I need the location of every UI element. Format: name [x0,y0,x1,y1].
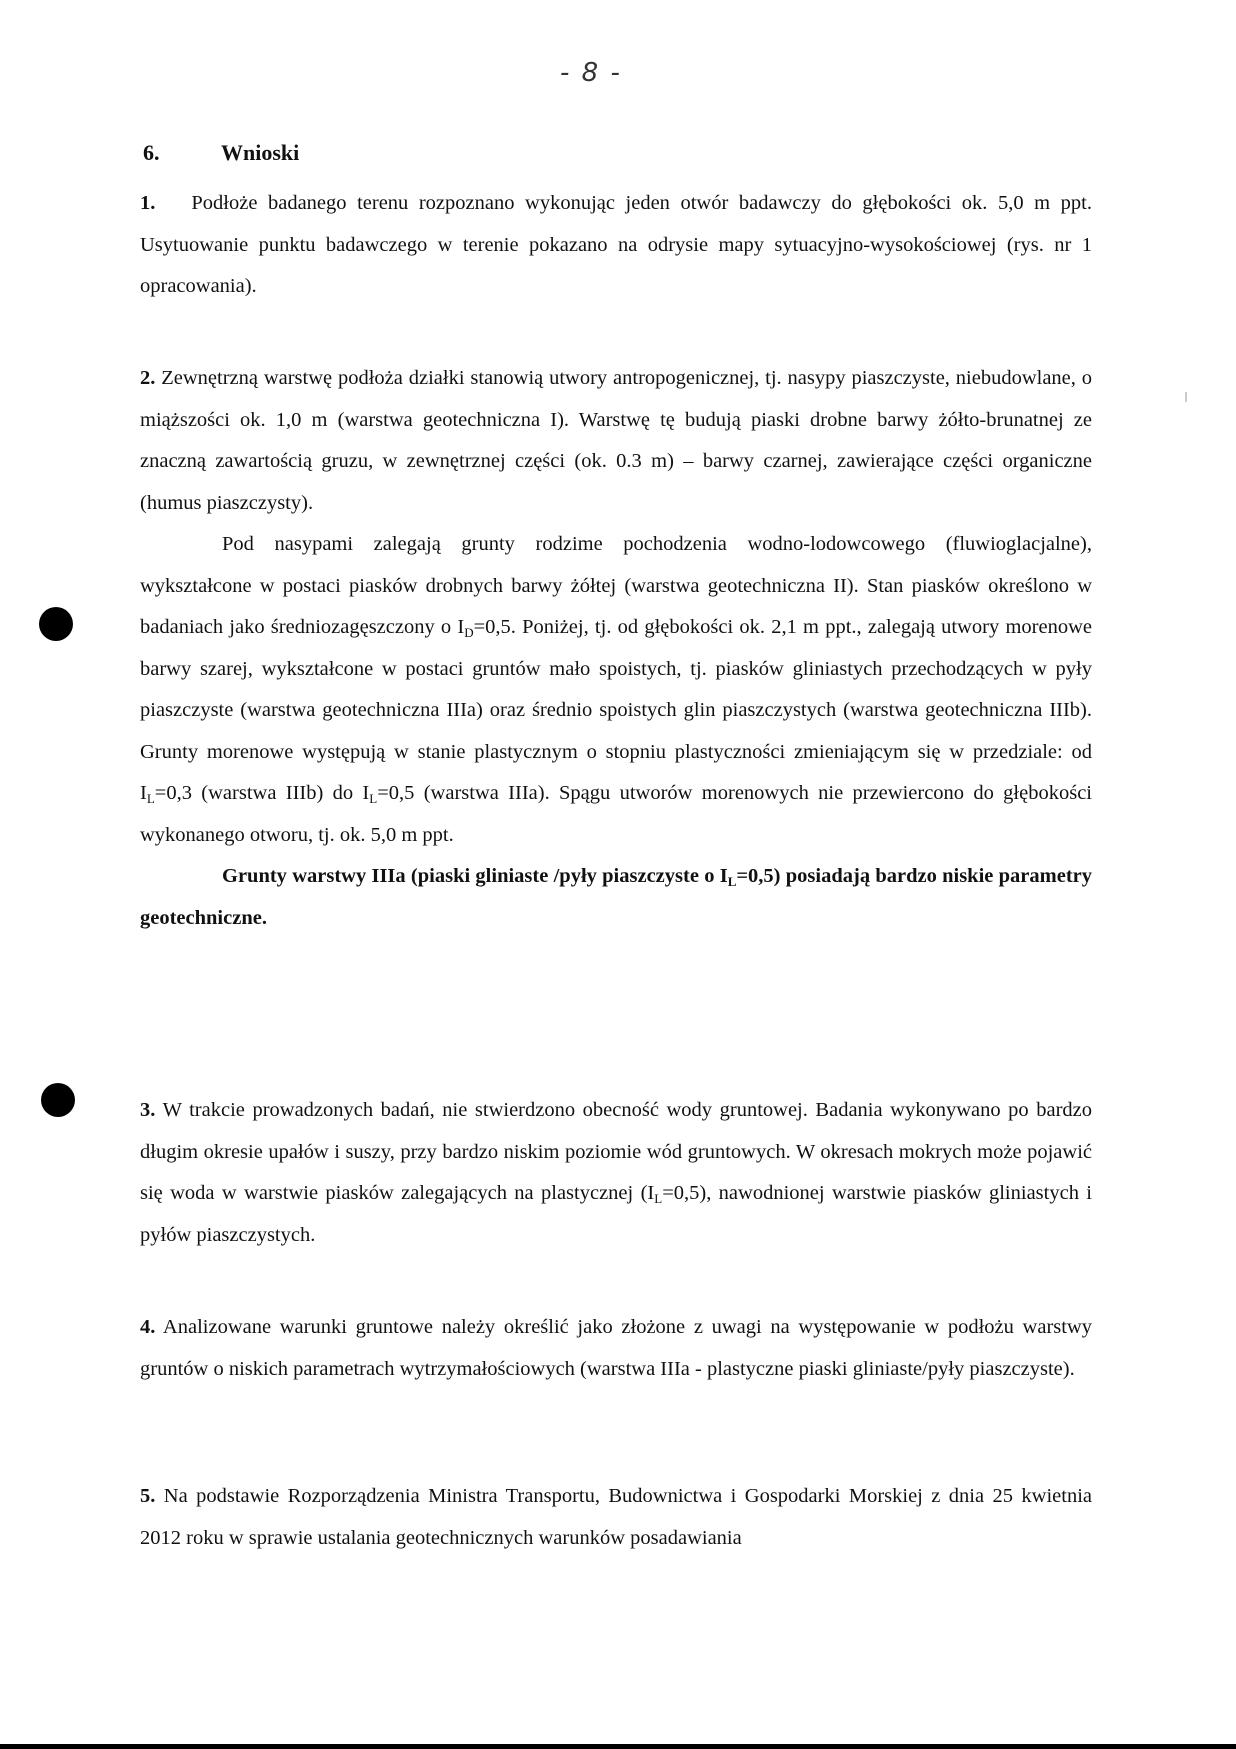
paragraph-4-number: 4. [140,1316,156,1338]
paragraph-2 [140,358,1092,939]
paragraph-2-text-a: Zewnętrzną warstwę podłoża działki stanowią utwory antropogenicznej, tj. nasypy piaszczyste, niebudowlane, o miąższości ok. 1,0 m (warstwa geotechniczna I). Warstwę tę budują piaski drobne barwy żółto-brunatnej ze znaczną zawartością gruzu, w zewnętrznej części (ok. 0.3 m) – barwy czarnej, zawierające części organiczne (humus piaszczysty). [140,367,1093,514]
paragraph-4-text: Analizowane warunki gruntowe należy określić jako złożone z uwagi na występowanie w podłożu warstwy gruntów o niskich parametrach wytrzymałościowych (warstwa IIIa - plastyczne piaski gliniaste/pyły piaszczyste). [140,1316,1092,1380]
scan-speck [1185,392,1187,402]
page-number: - 8 - [560,58,622,88]
paragraph-1 [140,183,1092,308]
paragraph-4 [140,1307,1092,1390]
paragraph-3 [140,1090,1092,1256]
paragraph-2-number: 2. [140,367,156,389]
section-title: Wnioski [221,140,300,165]
scan-bottom-edge [0,1744,1236,1749]
paragraph-3-text: W trakcie prowadzonych badań, nie stwierdzono obecność wody gruntowej. Badania wykonywano po bardzo długim okresie upałów i suszy, przy bardzo niskim poziomie wód gruntowych. W okresach mokrych może pojawić się woda w warstwie piasków zalegających na plastycznej $(I_L=0,5)$, nawodnionej warstwie piasków gliniastych i pyłów piaszczystych. [140,1099,1092,1246]
paragraph-2-text-b: Pod nasypami zalegają grunty rodzime pochodzenia wodno-lodowcowego (fluwioglacjalne), wykształcone w postaci piasków drobnych barwy żółtej (warstwa geotechniczna II). Stan piasków określono w badaniach jako średniozagęszczony o $I_D=0,5$. Poniżej, tj. od głębokości ok. 2,1 m ppt., zalegają utwory morenowe barwy szarej, wykształcone w postaci gruntów mało spoistych, tj. piasków gliniastych przechodzących w pyły piaszczyste (warstwa geotechniczna IIIa) oraz średnio spoistych glin piaszczystych (warstwa geotechniczna IIIb). Grunty morenowe występują w stanie plastycznym o stopniu plastyczności zmieniającym się w przedziale: od $I_L=0,3$ (warstwa IIIb) do $I_L=0,5$ (warstwa IIIa). Spągu utworów morenowych nie przewiercono do głębokości wykonanego otworu, tj. ok. 5,0 m ppt. [140,533,1093,846]
paragraph-3-number: 3. [140,1099,156,1121]
paragraph-5-text: Na podstawie Rozporządzenia Ministra Transportu, Budownictwa i Gospodarki Morskiej z dnia 25 kwietnia 2012 roku w sprawie ustalania geotechnicznych warunków posadawiania [140,1485,1092,1549]
paragraph-2-conclusion: Grunty warstwy IIIa (piaski gliniaste /pyły piaszczyste o $I_L=0,5$) posiadają bardzo niskie parametry geotechniczne. [140,865,1092,929]
paragraph-1-number: 1. [140,192,156,214]
punch-hole-mark [41,1083,75,1117]
punch-hole-mark [39,607,73,641]
paragraph-5 [140,1476,1092,1559]
section-number: 6. [143,140,160,165]
paragraph-1-text: Podłoże badanego terenu rozpoznano wykonując jeden otwór badawczy do głębokości ok. 5,0 m ppt. Usytuowanie punktu badawczego w terenie pokazano na odrysie mapy sytuacyjno-wysokościowej (rys. nr 1 opracowania). [140,192,1092,297]
section-heading [143,140,299,166]
paragraph-5-number: 5. [140,1485,156,1507]
